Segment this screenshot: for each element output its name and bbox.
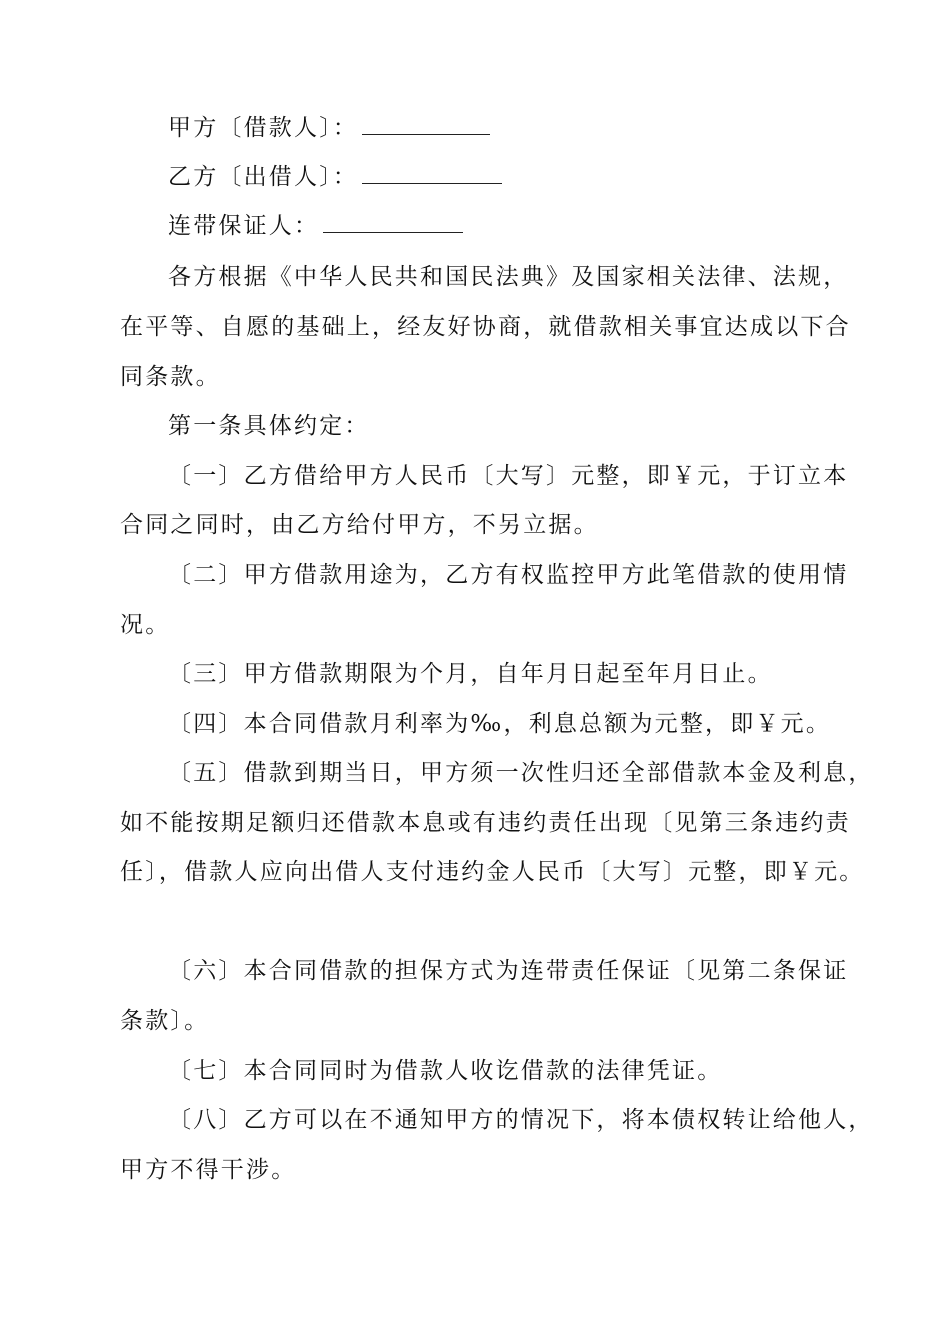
clause-1-line-2: 合同之同时，由乙方给付甲方，不另立据。 bbox=[120, 512, 599, 538]
intro-line-1: 各方根据《中华人民共和国民法典》及国家相关法律、法规， bbox=[168, 264, 849, 290]
clause-3-line-1: 〔三〕甲方借款期限为个月，自年月日起至年月日止。 bbox=[168, 661, 773, 687]
clause-7-line-1: 〔七〕本合同同时为借款人收讫借款的法律凭证。 bbox=[168, 1058, 723, 1084]
clause-4-line-1: 〔四〕本合同借款月利率为‰，利息总额为元整，即￥元。 bbox=[168, 711, 832, 737]
clause-8-line-2: 甲方不得干涉。 bbox=[120, 1157, 297, 1183]
clause-8-line-1: 〔八〕乙方可以在不通知甲方的情况下，将本债权转让给他人， bbox=[168, 1107, 874, 1133]
lender-label: 乙方〔出借人〕： bbox=[168, 164, 359, 190]
clause-2-line-2: 况。 bbox=[120, 612, 171, 638]
clause-2-line-1: 〔二〕甲方借款用途为，乙方有权监控甲方此笔借款的使用情 bbox=[168, 562, 849, 588]
guarantor-label: 连带保证人： bbox=[168, 213, 320, 239]
clause-6-line-2: 条款〕。 bbox=[120, 1008, 210, 1034]
lender-blank bbox=[362, 163, 502, 184]
clause-5-line-3: 任〕，借款人应向出借人支付违约金人民币〔大写〕元整，即￥元。 bbox=[120, 859, 865, 885]
guarantor-line bbox=[168, 211, 463, 241]
clause-1-line-1: 〔一〕乙方借给甲方人民币〔大写〕元整，即￥元，于订立本 bbox=[168, 463, 849, 489]
clause-5-line-1: 〔五〕借款到期当日，甲方须一次性归还全部借款本金及利息， bbox=[168, 760, 874, 786]
borrower-line bbox=[168, 113, 490, 143]
intro-line-3: 同条款。 bbox=[120, 364, 221, 390]
clause-6-line-1: 〔六〕本合同借款的担保方式为连带责任保证〔见第二条保证 bbox=[168, 958, 849, 984]
clause-5-line-2: 如不能按期足额归还借款本息或有违约责任出现〔见第三条违约责 bbox=[120, 810, 851, 836]
article1-heading: 第一条具体约定： bbox=[168, 413, 370, 439]
lender-line bbox=[168, 162, 502, 192]
borrower-label: 甲方〔借款人〕： bbox=[168, 115, 359, 141]
borrower-blank bbox=[362, 114, 490, 135]
guarantor-blank bbox=[323, 212, 463, 233]
intro-line-2: 在平等、自愿的基础上，经友好协商，就借款相关事宜达成以下合 bbox=[120, 314, 851, 340]
